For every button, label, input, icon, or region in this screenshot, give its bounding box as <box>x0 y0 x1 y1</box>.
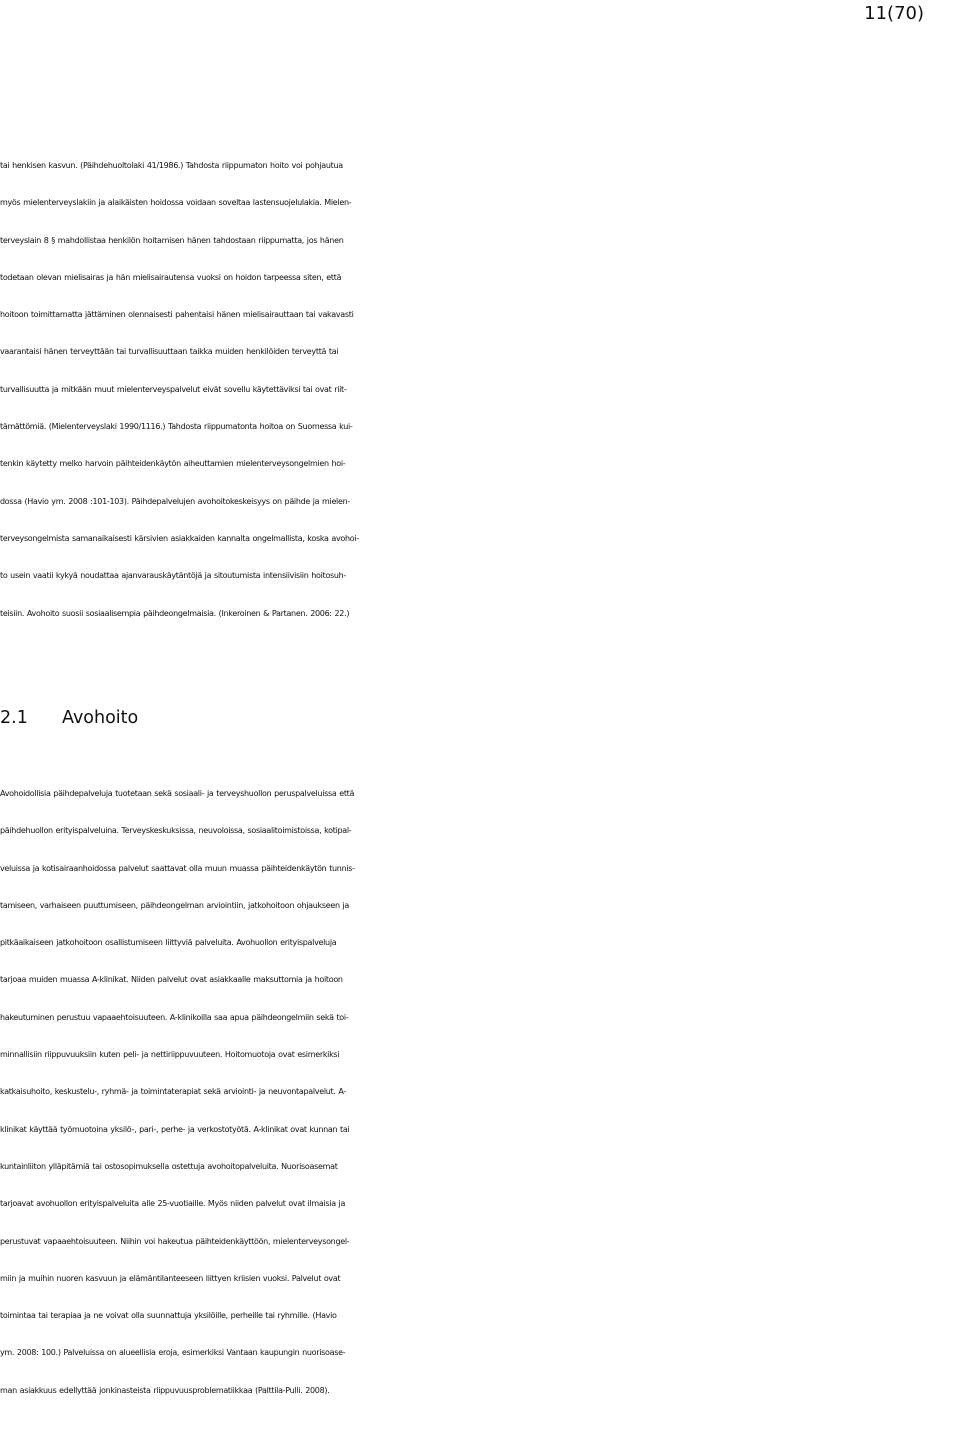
text-line: teisiin. Avohoito suosii sosiaalisempia päihdeongelmaisia. (Inkeroinen & Partanen. 2006: 22.) <box>0 608 350 618</box>
text-line: miin ja muihin nuoren kasvuun ja elämäntilanteeseen liittyen kriisien vuoksi. Palvelut ovat <box>0 1273 341 1283</box>
text-line: toimintaa tai terapiaa ja ne voivat olla suunnattuja yksilöille, perheille tai ryhmille. (Havio <box>0 1311 337 1321</box>
text-line: pitkäaikaiseen jatkohoitoon osallistumiseen liittyviä palveluita. Avohuollon erityispalveluja <box>0 938 337 948</box>
text-line: tenkin käytetty melko harvoin päihteidenkäytön aiheuttamien mielenterveysongelmien hoi- <box>0 459 346 469</box>
text-line: tämättömiä. (Mielenterveyslaki 1990/1116.) Tahdosta riippumatonta hoitoa on Suomessa kui- <box>0 422 353 432</box>
text-line: ym. 2008: 100.) Palveluissa on alueellisia eroja, esimerkiksi Vantaan kaupungin nuorisoase- <box>0 1348 346 1358</box>
text-line: hoitoon toimittamatta jättäminen olennaisesti pahentaisi hänen mielisairauttaan tai vakavasti <box>0 310 354 320</box>
text-line: turvallisuutta ja mitkään muut mielenterveyspalvelut eivät sovellu käytettäviksi tai ovat riit- <box>0 384 347 394</box>
text-line: myös mielenterveyslakiin ja alaikäisten hoidossa voidaan soveltaa lastensuojelulakia. Mielen- <box>0 198 352 208</box>
text-line: tai henkisen kasvun. (Päihdehuoltolaki 41/1986.) Tahdosta riippumaton hoito voi pohjautua <box>0 161 343 170</box>
section-title: Avohoito <box>62 708 139 728</box>
text-line: päihdehuollon erityispalveluina. Terveyskeskuksissa, neuvoloissa, sosiaalitoimistoissa, kotipal- <box>0 826 352 836</box>
text-line: katkaisuhoito, keskustelu-, ryhmä- ja toimintaterapiat sekä arviointi- ja neuvontapalvelut. A- <box>0 1087 346 1097</box>
text-line: dossa (Havio ym. 2008 :101-103). Päihdepalvelujen avohoitokeskeisyys on päihde ja mielen- <box>0 496 350 506</box>
text-line: kuntainliiton ylläpitämiä tai ostosopimuksella ostettuja avohoitopalveluita. Nuorisoasemat <box>0 1161 338 1171</box>
text-line: tamiseen, varhaiseen puuttumiseen, päihdeongelman arviointiin, jatkohoitoon ohjaukseen ja <box>0 900 349 910</box>
text-line: todetaan olevan mielisairas ja hän mielisairautensa vuoksi on hoidon tarpeessa siten, että <box>0 272 342 282</box>
text-line: minnallisiin riippuvuuksiin kuten peli- ja nettiriippuvuuteen. Hoitomuotoja ovat esimerkiksi <box>0 1050 340 1060</box>
text-line: to usein vaatii kykyä noudattaa ajanvarauskäytäntöjä ja sitoutumista intensiivisiin hoitosuh- <box>0 571 346 581</box>
text-line: tarjoavat avohuollon erityispalveluita alle 25-vuotiaille. Myös niiden palvelut ovat ilmaisia ja <box>0 1199 346 1209</box>
text-line: veluissa ja kotisairaanhoidossa palvelut saattavat olla muun muassa päihteidenkäytön tunnis- <box>0 863 355 873</box>
text-line: terveyslain 8 § mahdollistaa henkilön hoitamisen hänen tahdostaan riippumatta, jos hänen <box>0 235 344 245</box>
text-line: man asiakkuus edellyttää jonkinasteista riippuvuusproblematiikkaa (Palttila-Pulli. 2008). <box>0 1385 330 1395</box>
page-number: 11(70) <box>864 3 924 24</box>
text-line: terveysongelmista samanaikaisesti kärsivien asiakkaiden kannalta ongelmallista, koska avohoi- <box>0 533 359 543</box>
text-line: Avohoidollisia päihdepalveluja tuotetaan sekä sosiaali- ja terveyshuollon peruspalveluissa että <box>0 789 355 798</box>
paragraph-avohoito <box>0 775 960 1409</box>
text-line: perustuvat vapaaehtoisuuteen. Niihin voi hakeutua päihteidenkäyttöön, mielenterveysongel- <box>0 1236 350 1246</box>
text-line: vaarantaisi hänen terveyttään tai turvallisuuttaan taikka muiden henkilöiden terveyttä tai <box>0 347 339 357</box>
text-line: klinikat käyttää työmuotoina yksilö-, pari-, perhe- ja verkostotyötä. A-klinikat ovat kunnan tai <box>0 1124 350 1134</box>
paragraph-intro <box>0 147 960 632</box>
text-line: hakeutuminen perustuu vapaaehtoisuuteen. A-klinikoilla saa apua päihdeongelmiin sekä toi- <box>0 1012 349 1022</box>
text-line: tarjoaa muiden muassa A-klinikat. Niiden palvelut ovat asiakkaalle maksuttomia ja hoitoon <box>0 975 343 985</box>
section-heading <box>0 702 138 734</box>
section-number: 2.1 <box>0 708 28 728</box>
